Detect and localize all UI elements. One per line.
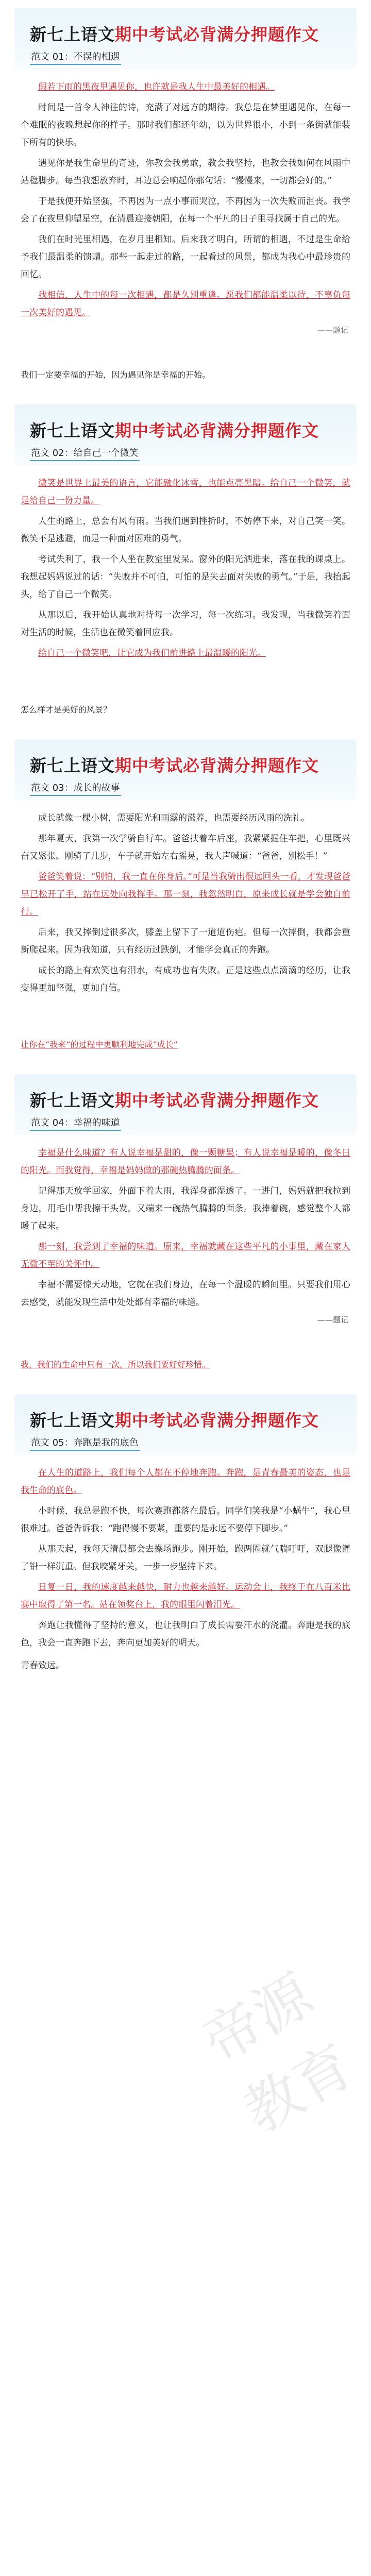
essay-paragraph: 从那以后，我开始认真地对待每一次学习，每一次练习。我发现，当我微笑着面对生活的时候，生活也在微笑着回应我。 xyxy=(21,610,350,638)
essay-paragraph: 微笑是世界上最美的语言，它能融化冰雪，也能点亮黑暗。给自己一个微笑，就是给自己一份力量。 xyxy=(21,478,350,506)
essay-paragraph: 幸福是什么味道？有人说幸福是甜的，像一颗糖果；有人说幸福是暖的，像冬日的阳光。而我觉得，幸福是妈妈做的那碗热腾腾的面条。 xyxy=(21,1148,350,1176)
essay-label: 范文 05：奔跑是我的底色 xyxy=(30,1435,140,1451)
essay-comment-text: 让你在“我来”的过程中更顺利地完成“成长” xyxy=(21,1040,178,1049)
essay-banner xyxy=(14,8,357,69)
essay-paragraph: 爸爸笑着说：“别怕，我一直在你身后。”可是当我骑出很远回头一看，才发现爸爸早已松开了手，站在远处向我挥手。那一刻，我忽然明白，原来成长就是学会独自前行。 xyxy=(21,872,350,917)
banner-title xyxy=(30,1088,319,1111)
essay-banner xyxy=(14,739,357,800)
essay-paragraph: 成长就像一棵小树，需要阳光和雨露的滋养，也需要经历风雨的洗礼。 xyxy=(38,813,310,823)
essay-banner xyxy=(14,1074,357,1135)
essay-paragraph: 奔跑让我懂得了坚持的意义，也让我明白了成长需要汗水的浇灌。奔跑是我的底色，我会一直奔跑下去，奔向更加美好的明天。 xyxy=(21,1620,350,1648)
essay-paragraph: 记得那天放学回家，外面下着大雨，我浑身都湿透了。一进门，妈妈就把我拉到身边，用毛巾帮我擦干头发，又端来一碗热气腾腾的面条。我捧着碗，感觉整个人都暖了起来。 xyxy=(21,1186,350,1231)
essay-label: 范文 01：不误的相遇 xyxy=(30,49,121,65)
essay-banner xyxy=(14,404,357,465)
essay-paragraph: 假若下雨的黑夜里遇见你，也许就是我人生中最美好的相遇。 xyxy=(38,82,275,92)
essay-section-2 xyxy=(0,404,371,739)
essay-paragraph: 后来，我又摔倒过很多次，膝盖上留下了一道道伤疤。但每一次摔倒，我都会重新爬起来。因为我知道，只有经历过跌倒，才能学会真正的奔跑。 xyxy=(21,927,350,955)
essay-comment xyxy=(21,1356,350,1374)
essay-label: 范文 02：给自己一个微笑 xyxy=(30,446,140,461)
banner-title-main: 新七上语文 xyxy=(30,1091,115,1110)
banner-title-red: 期中考试必背满分押题作文 xyxy=(115,25,319,44)
essay-paragraph: 时间是一首令人神往的诗，充满了对远方的期待。我总是在梦里遇见你，在每一个难眠的夜晚想起你的样子。那时我们都还年幼，以为世界很小，小到一条街就能装下所有的快乐。 xyxy=(21,103,350,148)
essay-paragraph: 日复一日，我的速度越来越快，耐力也越来越好。运动会上，我终于在八百米比赛中取得了第一名。站在领奖台上，我的眼里闪着泪光。 xyxy=(21,1582,350,1610)
banner-title xyxy=(30,1408,319,1431)
essay-label: 范文 04：幸福的味道 xyxy=(30,1115,121,1131)
essay-paragraph: 我们在时光里相遇，在岁月里相知。后来我才明白，所谓的相遇，不过是生命给予我们最温柔的馈赠。那些一起走过的路，一起看过的风景，都成为我心中最珍贵的回忆。 xyxy=(21,234,350,280)
essay-paragraph: 遇见你是我生命里的奇迹，你教会我勇敢，教会我坚持，也教会我如何在风雨中站稳脚步。每当我想放弃时，耳边总会响起你那句话：“慢慢来，一切都会好的。” xyxy=(21,158,350,186)
banner-title-red: 期中考试必背满分押题作文 xyxy=(115,1411,319,1430)
watermark: 帝源教育 xyxy=(192,1961,364,2146)
essay-label: 范文 03：成长的故事 xyxy=(30,781,121,796)
essay-paragraph: 人生的路上，总会有风有雨。当我们遇到挫折时，不妨停下来，对自己笑一笑。微笑不是逃避，而是一种面对困难的勇气。 xyxy=(21,516,350,544)
banner-title xyxy=(30,22,319,45)
essay-paragraph: 那年夏天，我第一次学骑自行车。爸爸扶着车后座，我紧紧握住车把，心里既兴奋又紧张。刚骑了几步，车子就开始左右摇晃，我大声喊道：“爸爸，别松手！” xyxy=(21,834,350,861)
essay-section-4 xyxy=(0,1074,371,1394)
essay-comment: 我们一定要幸福的开始，因为遇见你是幸福的开始。 xyxy=(21,370,211,380)
banner-title-main: 新七上语文 xyxy=(30,756,115,775)
banner-title-main: 新七上语文 xyxy=(30,1411,115,1430)
essay-comment-text: 我，我们的生命中只有一次，所以我们要好好珍惜。 xyxy=(21,1360,211,1369)
ending-text: 青春致远。 xyxy=(21,1660,64,1671)
essay-banner xyxy=(14,1394,357,1455)
essay-paragraph: 从那天起，我每天清晨都会去操场跑步。刚开始，跑两圈就气喘吁吁，双腿像灌了铅一样沉重。但我咬紧牙关，一步一步坚持下来。 xyxy=(21,1544,350,1572)
banner-title xyxy=(30,753,319,776)
essay-comment xyxy=(21,1036,350,1054)
essay-body xyxy=(21,809,350,997)
essay-paragraph: 在人生的道路上，我们每个人都在不停地奔跑。奔跑，是青春最美的姿态，也是我生命的底色。 xyxy=(21,1468,350,1496)
essay-body xyxy=(21,1464,350,1652)
essay-paragraph: 我相信，人生中的每一次相遇，都是久别重逢。愿我们都能温柔以待，不辜负每一次美好的遇见。 xyxy=(21,290,350,318)
banner-title-red: 期中考试必背满分押题作文 xyxy=(115,421,319,440)
essay-paragraph: 给自己一个微笑吧，让它成为我们前进路上最温暖的阳光。 xyxy=(38,648,266,658)
essay-paragraph: 那一刻，我尝到了幸福的味道。原来，幸福就藏在这些平凡的小事里，藏在家人无微不至的关怀中。 xyxy=(21,1242,350,1269)
essay-comment: 怎么样才是美好的风景？ xyxy=(21,705,112,715)
essay-body xyxy=(21,78,350,321)
banner-title xyxy=(30,418,319,442)
banner-title-red: 期中考试必背满分押题作文 xyxy=(115,1091,319,1110)
essay-paragraph: 小时候，我总是跑不快，每次赛跑都落在最后。同学们笑我是“小蜗牛”，我心里很难过。爸爸告诉我：“跑得慢不要紧，重要的是永远不要停下脚步。” xyxy=(21,1506,350,1534)
essay-paragraph: 于是我便开始坚强，不再因为一点小事而哭泣，不再因为一次失败而沮丧。我学会了在夜里仰望星空，在清晨迎接朝阳，在每一个平凡的日子里寻找属于自己的光。 xyxy=(21,196,350,224)
essay-section-1 xyxy=(0,0,371,404)
essay-body xyxy=(21,474,350,662)
essay-paragraph: 成长的路上有欢笑也有泪水，有成功也有失败。正是这些点点滴滴的经历，让我变得更加坚强，更加自信。 xyxy=(21,965,350,993)
signature: ——题记 xyxy=(317,326,348,335)
essay-body xyxy=(21,1144,350,1311)
banner-title-main: 新七上语文 xyxy=(30,421,115,440)
banner-title-red: 期中考试必背满分押题作文 xyxy=(115,756,319,775)
essay-section-3 xyxy=(0,739,371,1074)
essay-section-5 xyxy=(0,1394,371,1671)
signature: ——题记 xyxy=(317,1315,348,1325)
essay-paragraph: 幸福不需要惊天动地，它就在我们身边，在每一个温暖的瞬间里。只要我们用心去感受，就能发现生活中处处都有幸福的味道。 xyxy=(21,1280,350,1308)
essay-paragraph: 考试失利了，我一个人坐在教室里发呆。窗外的阳光洒进来，落在我的课桌上。我想起妈妈说过的话：“失败并不可怕，可怕的是失去面对失败的勇气。”于是，我抬起头，给了自己一个微笑。 xyxy=(21,554,350,600)
banner-title-main: 新七上语文 xyxy=(30,25,115,44)
